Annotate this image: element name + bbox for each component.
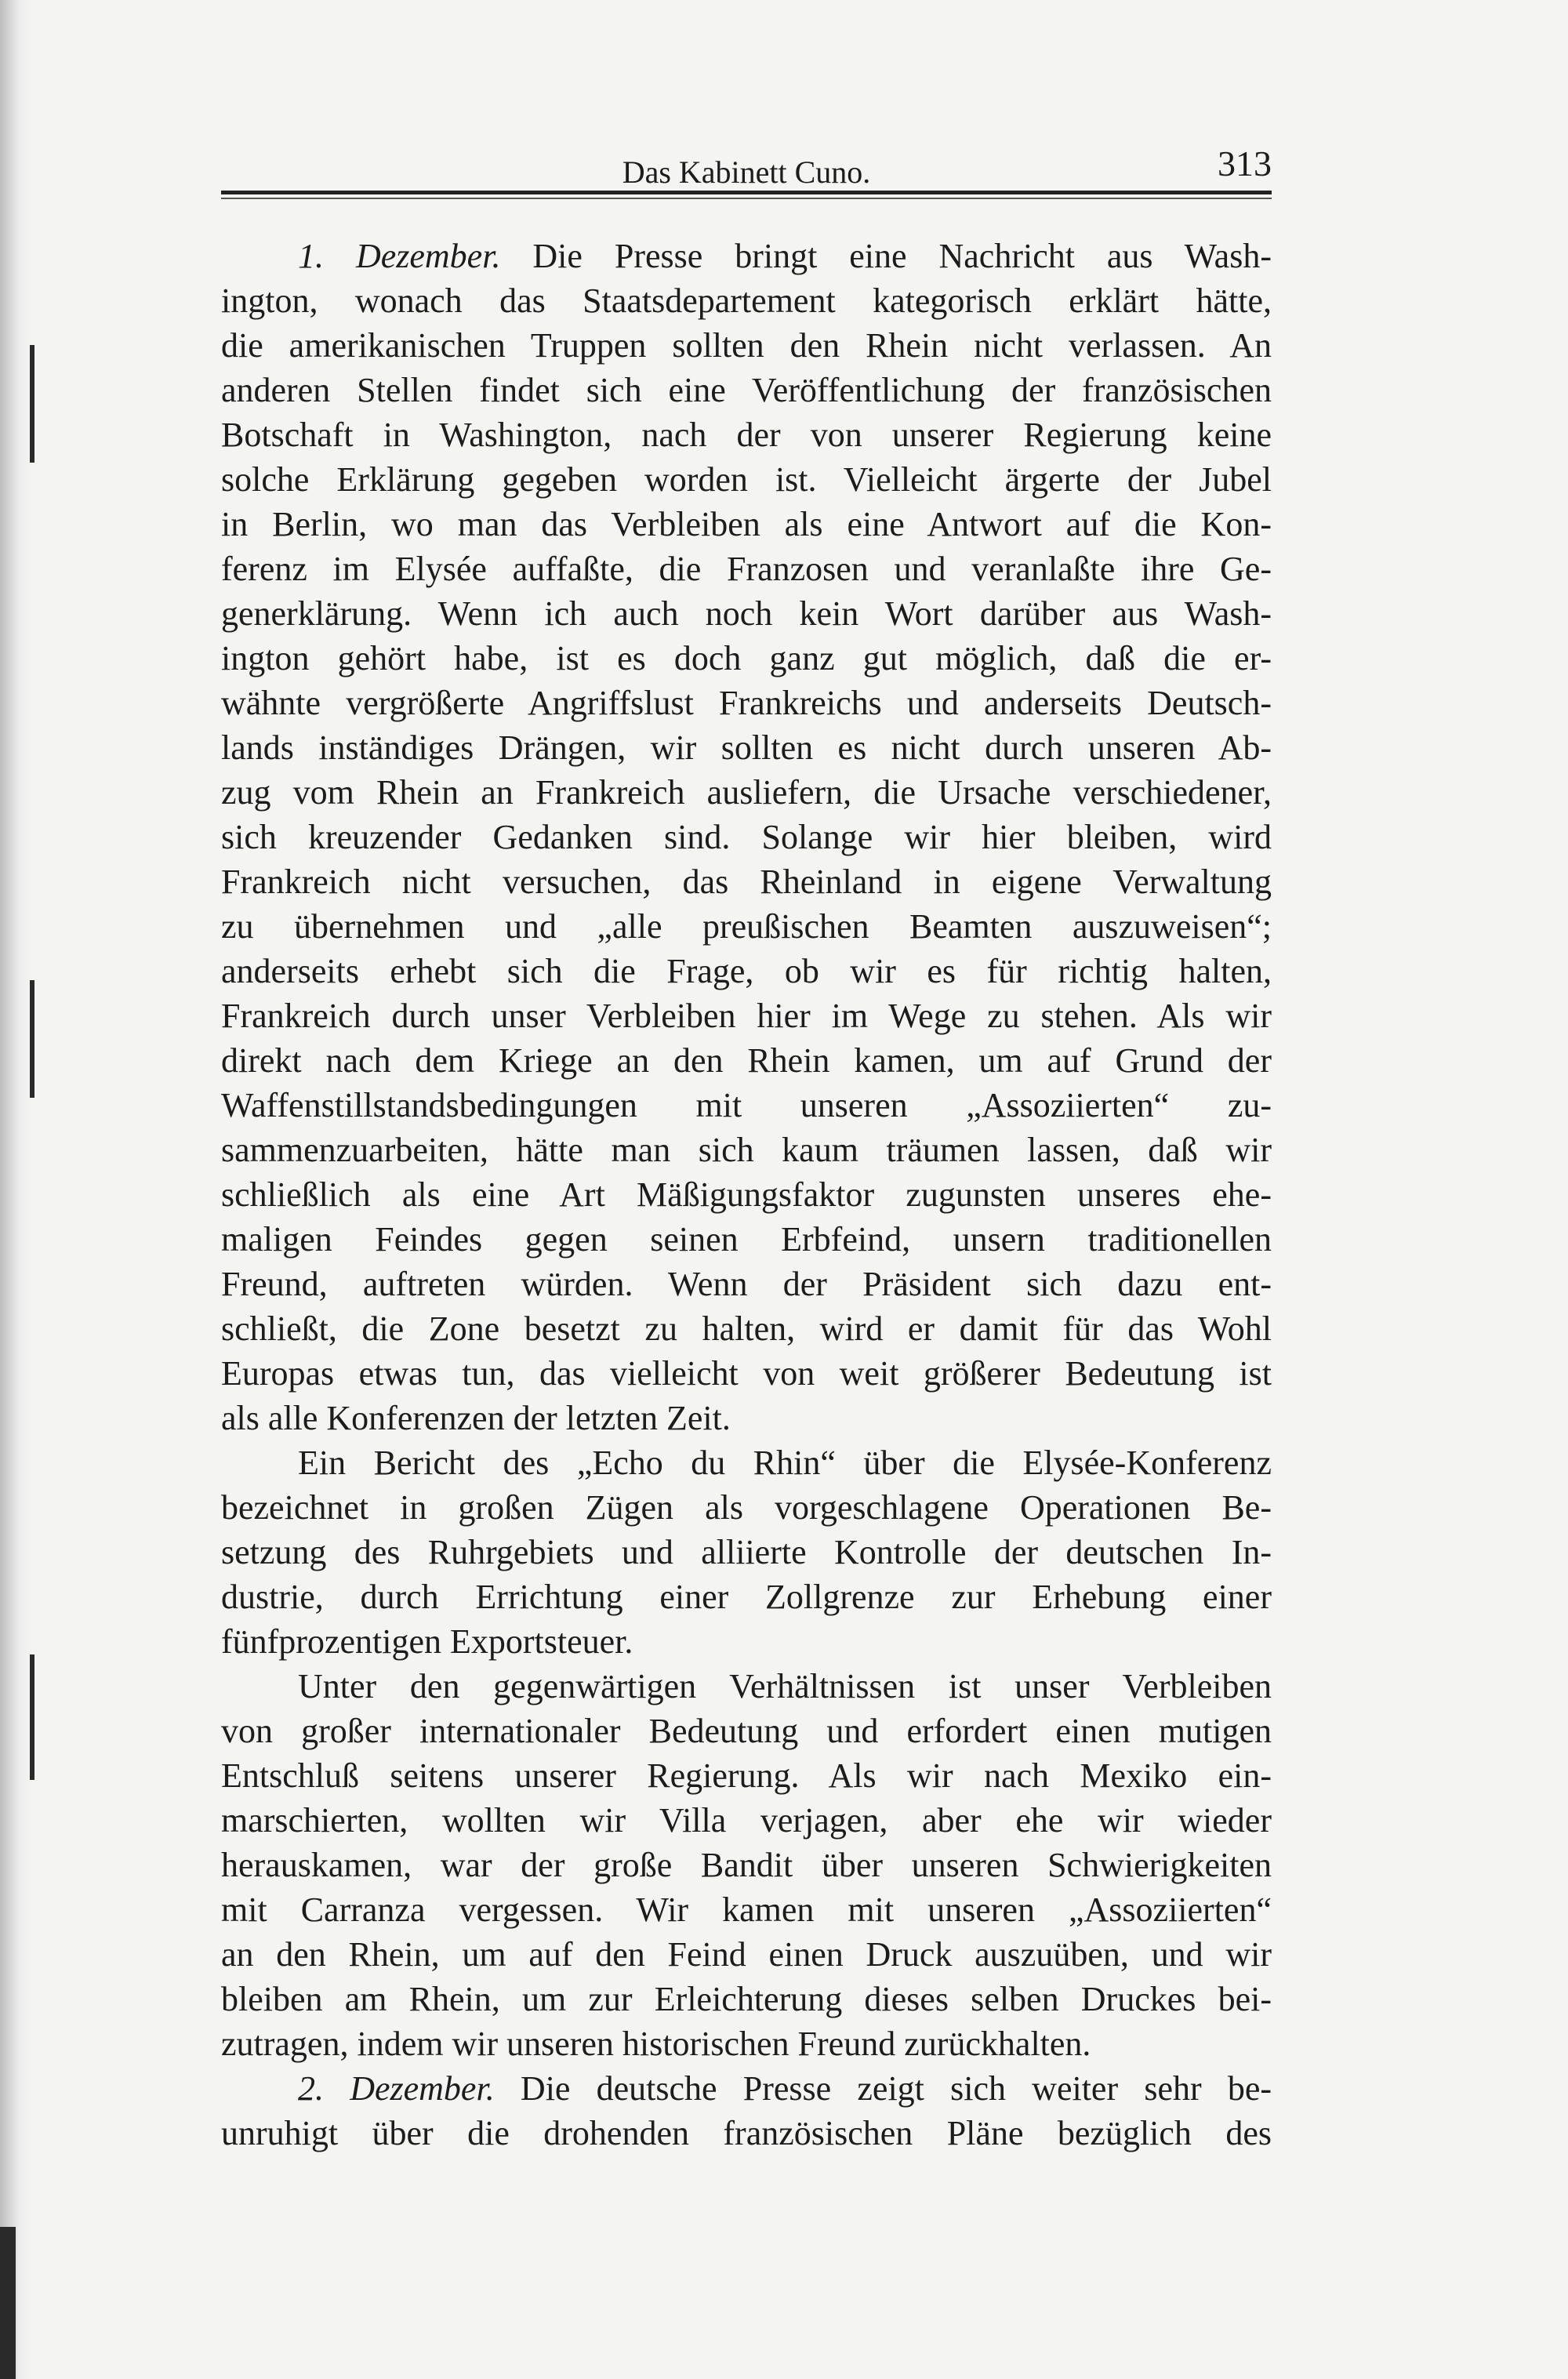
entry-date: 2. Dezember. [298, 2069, 495, 2108]
text-line [221, 1262, 1272, 1306]
line-text: Freund, auftreten würden. Wenn der Präsident sich dazu ent- [221, 1265, 1272, 1303]
line-text: in Berlin, wo man das Verbleiben als eine Antwort auf die Kon- [221, 505, 1272, 543]
line-text: ferenz im Elysée auffaßte, die Franzosen und veranlaßte ihre Ge- [221, 550, 1272, 588]
text-line [221, 904, 1272, 949]
line-text: anderen Stellen findet sich eine Veröffentlichung der französischen [221, 371, 1272, 409]
line-text: als alle Konferenzen der letzten Zeit. [221, 1399, 731, 1437]
line-text: ington gehört habe, ist es doch ganz gut möglich, daß die er- [221, 639, 1272, 677]
text-line [221, 1128, 1272, 1172]
header-rule-thick [221, 191, 1272, 194]
text-line [221, 1843, 1272, 1887]
text-line [221, 278, 1272, 323]
line-text: lands inständiges Drängen, wir sollten es nicht durch unseren Ab- [221, 728, 1272, 767]
text-line [221, 1351, 1272, 1396]
text-line [221, 1664, 1272, 1709]
line-text: zutragen, indem wir unseren historischen Freund zurückhalten. [221, 2025, 1091, 2063]
text-line [221, 681, 1272, 725]
page-number: 313 [1218, 143, 1272, 183]
line-text: marschierten, wollten wir Villa verjagen, aber ehe wir wieder [221, 1801, 1272, 1840]
scan-edge-shadow [0, 0, 31, 2379]
text-line [221, 725, 1272, 770]
scan-margin-mark [30, 345, 34, 463]
paragraph [221, 1664, 1272, 2066]
line-text: bleiben am Rhein, um zur Erleichterung dieses selben Druckes bei- [221, 1980, 1272, 2018]
entry-date: 1. Dezember. [298, 237, 501, 275]
line-text: Waffenstillstandsbedingungen mit unseren „Assoziierten“ zu- [221, 1086, 1272, 1124]
line-text: mit Carranza vergessen. Wir kamen mit unseren „Assoziierten“ [221, 1890, 1272, 1929]
line-text: Ein Bericht des „Echo du Rhin“ über die Elysée-Konferenz [298, 1444, 1272, 1482]
line-text: fünfprozentigen Exportsteuer. [221, 1622, 633, 1661]
line-text: Entschluß seitens unserer Regierung. Als wir nach Mexiko ein- [221, 1756, 1272, 1795]
text-line [221, 1887, 1272, 1932]
text-line [221, 993, 1272, 1038]
line-text: zu übernehmen und „alle preußischen Beamten auszuweisen“; [221, 907, 1272, 946]
line-text: Frankreich durch unser Verbleiben hier im Wege zu stehen. Als wir [221, 997, 1272, 1035]
line-text: unruhigt über die drohenden französischen Pläne bezüglich des [221, 2114, 1272, 2152]
text-line [221, 636, 1272, 681]
line-text: generklärung. Wenn ich auch noch kein Wort darüber aus Wash- [221, 594, 1272, 633]
page-body [221, 234, 1272, 2156]
text-line [221, 1753, 1272, 1798]
text-line [221, 1440, 1272, 1485]
running-title: Das Kabinett Cuno. [622, 154, 871, 190]
text-line [221, 591, 1272, 636]
line-text: bezeichnet in großen Zügen als vorgeschlagene Operationen Be- [221, 1488, 1272, 1527]
paragraph [221, 1440, 1272, 1664]
line-text: wähnte vergrößerte Angriffslust Frankreichs und anderseits Deutsch- [221, 684, 1272, 722]
line-text: Die deutsche Presse zeigt sich weiter sehr be- [494, 2069, 1272, 2108]
text-line [221, 1709, 1272, 1753]
text-line [221, 1396, 1272, 1440]
text-line [221, 412, 1272, 457]
text-line [221, 1306, 1272, 1351]
text-line [221, 2021, 1272, 2066]
text-line [221, 547, 1272, 591]
scan-margin-mark [0, 2227, 16, 2379]
line-text: solche Erklärung gegeben worden ist. Vielleicht ärgerte der Jubel [221, 460, 1272, 499]
line-text: maligen Feindes gegen seinen Erbfeind, unsern traditionellen [221, 1220, 1272, 1259]
text-line [221, 368, 1272, 412]
text-line [221, 1977, 1272, 2021]
text-line [221, 1619, 1272, 1664]
line-text: Europas etwas tun, das vielleicht von weit größerer Bedeutung ist [221, 1354, 1272, 1393]
text-line [221, 1574, 1272, 1619]
line-text: schließlich als eine Art Mäßigungsfaktor zugunsten unseres ehe- [221, 1175, 1272, 1214]
line-text: schließt, die Zone besetzt zu halten, wird er damit für das Wohl [221, 1309, 1272, 1348]
line-text: Frankreich nicht versuchen, das Rheinland in eigene Verwaltung [221, 863, 1272, 901]
text-line [221, 815, 1272, 859]
line-text: Botschaft in Washington, nach der von unserer Regierung keine [221, 416, 1272, 454]
page-header [221, 143, 1272, 190]
line-text: Unter den gegenwärtigen Verhältnissen ist unser Verbleiben [298, 1667, 1272, 1705]
text-line [221, 1172, 1272, 1217]
text-line [221, 859, 1272, 904]
text-line [221, 1485, 1272, 1530]
text-line [221, 234, 1272, 278]
text-line [221, 949, 1272, 993]
line-text: dustrie, durch Errichtung einer Zollgrenze zur Erhebung einer [221, 1578, 1272, 1616]
line-text: sammenzuarbeiten, hätte man sich kaum träumen lassen, daß wir [221, 1131, 1272, 1169]
text-line [221, 1798, 1272, 1843]
header-rule-thin [221, 198, 1272, 199]
line-text: direkt nach dem Kriege an den Rhein kamen, um auf Grund der [221, 1041, 1272, 1080]
text-line [221, 1083, 1272, 1128]
text-line [221, 770, 1272, 815]
text-line [221, 323, 1272, 368]
text-line [221, 1530, 1272, 1574]
scan-margin-mark [30, 980, 34, 1098]
text-line [221, 502, 1272, 547]
line-text: von großer internationaler Bedeutung und erfordert einen mutigen [221, 1712, 1272, 1750]
line-text: sich kreuzender Gedanken sind. Solange wir hier bleiben, wird [221, 818, 1272, 856]
line-text: setzung des Ruhrgebiets und alliierte Kontrolle der deutschen In- [221, 1533, 1272, 1571]
text-line [221, 2111, 1272, 2156]
text-line [221, 1217, 1272, 1262]
text-line [221, 1932, 1272, 1977]
paragraph [221, 234, 1272, 1440]
line-text: herauskamen, war der große Bandit über unseren Schwierigkeiten [221, 1846, 1272, 1884]
scan-margin-mark [30, 1654, 34, 1780]
line-text: anderseits erhebt sich die Frage, ob wir es für richtig halten, [221, 952, 1272, 990]
line-text: zug vom Rhein an Frankreich ausliefern, die Ursache verschiedener, [221, 773, 1272, 812]
paragraph [221, 2066, 1272, 2156]
line-text: Die Presse bringt eine Nachricht aus Wash- [500, 237, 1272, 275]
text-line [221, 457, 1272, 502]
text-line [221, 1038, 1272, 1083]
line-text: an den Rhein, um auf den Feind einen Druck auszuüben, und wir [221, 1935, 1272, 1974]
text-line [221, 2066, 1272, 2111]
line-text: ington, wonach das Staatsdepartement kategorisch erklärt hätte, [221, 281, 1272, 320]
line-text: die amerikanischen Truppen sollten den Rhein nicht verlassen. An [221, 326, 1272, 365]
